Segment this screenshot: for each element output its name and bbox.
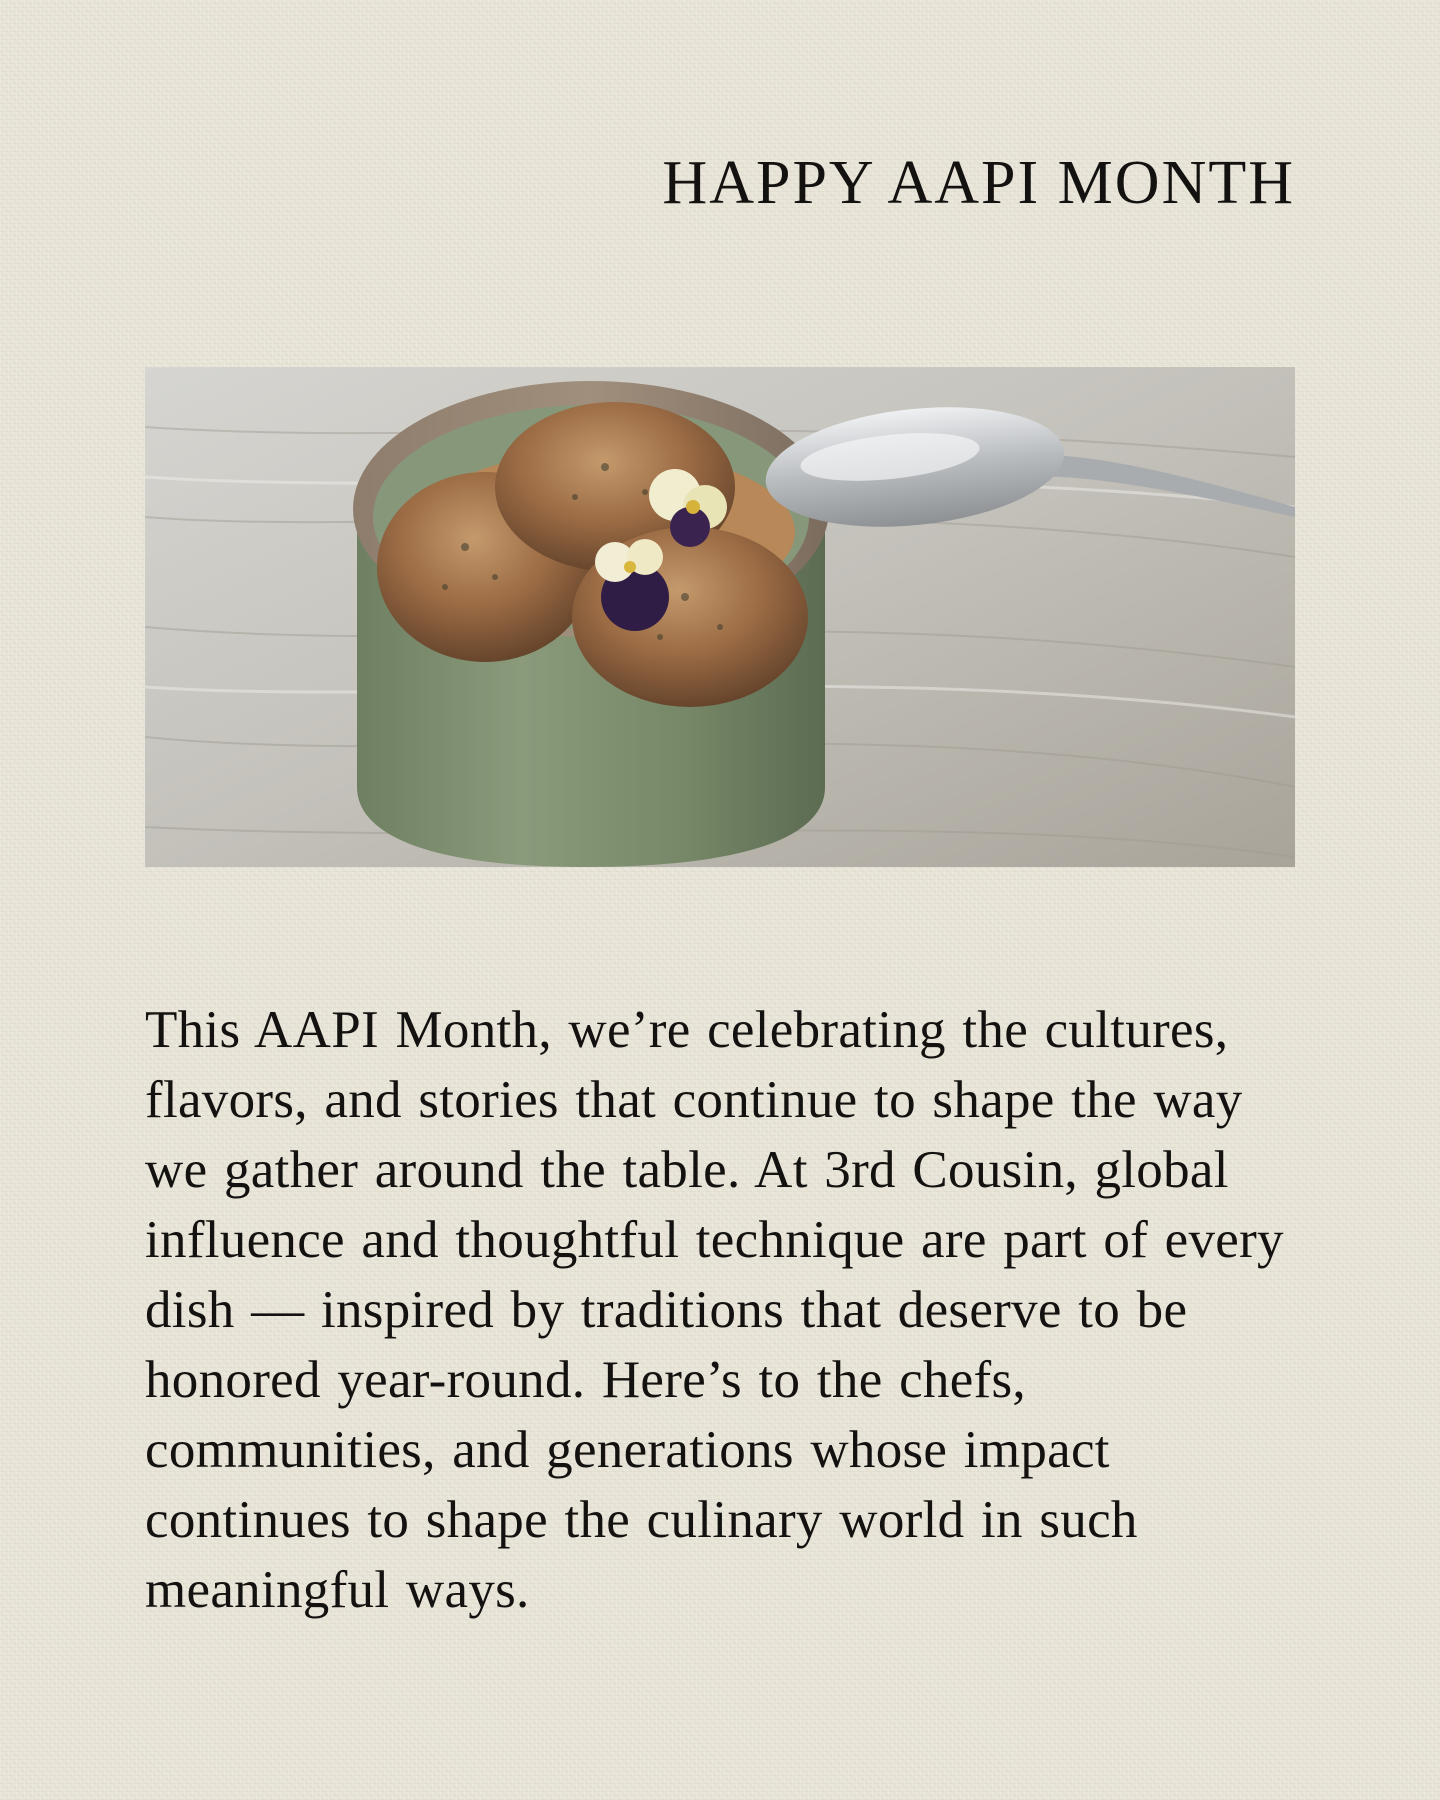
dessert-photo: [145, 367, 1295, 867]
page-title: HAPPY AAPI MONTH: [662, 149, 1295, 217]
dessert-bowl-illustration: [145, 367, 1295, 867]
body-paragraph: This AAPI Month, we’re celebrating the cultures, flavors, and stories that continue to shape the way we gather around the table. At 3rd Cousin, global influence and thoughtful technique are part of every dish — inspired by traditions that deserve to be honored year-round. Here’s to the chefs, communities, and generations whose impact continues to shape the culinary world in such meaningful ways.: [145, 1001, 1284, 1619]
